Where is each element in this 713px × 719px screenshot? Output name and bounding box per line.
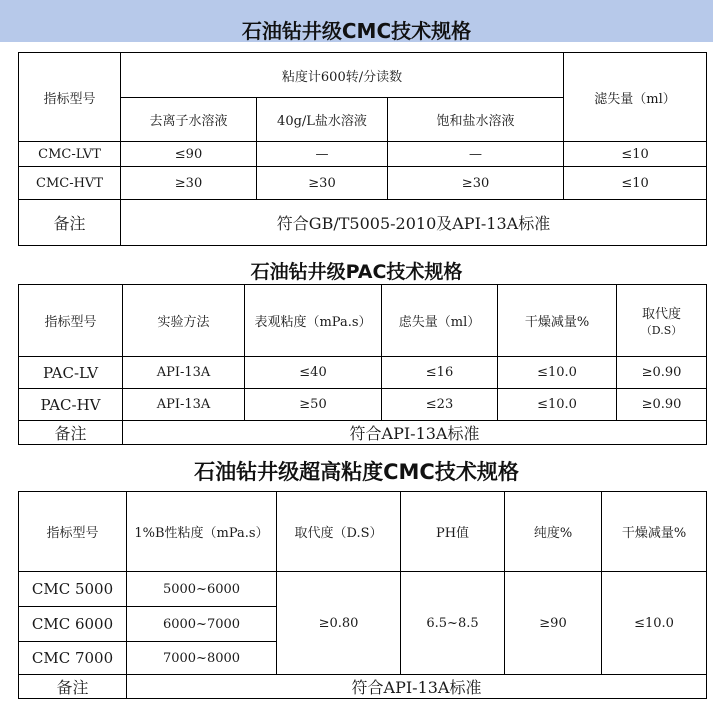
uhv-spec-table <box>18 491 707 699</box>
cmc-row-filtration: ≤10 <box>564 167 707 200</box>
pac-note-label: 备注 <box>19 421 123 445</box>
uhv-dry-loss-value: ≤10.0 <box>602 572 707 675</box>
pac-header-method: 实验方法 <box>123 285 245 357</box>
cmc-note-label: 备注 <box>19 200 121 246</box>
uhv-header-model: 指标型号 <box>19 492 127 572</box>
cmc-row-deionized: ≥30 <box>121 167 257 200</box>
pac-header-dry-loss: 干燥减量% <box>498 285 617 357</box>
pac-row-method: API-13A <box>123 389 245 421</box>
uhv-row-viscosity: 6000~7000 <box>127 607 277 642</box>
cmc-row-deionized: ≤90 <box>121 142 257 167</box>
cmc-spec-table <box>18 52 707 246</box>
pac-header-model: 指标型号 <box>19 285 123 357</box>
uhv-title: 石油钻井级超高粘度CMC技术规格 <box>194 460 519 484</box>
cmc-note-text: 符合GB/T5005-2010及API-13A标准 <box>121 200 707 246</box>
uhv-header-dry-loss: 干燥减量% <box>602 492 707 572</box>
pac-header-filtration: 虑失量（ml） <box>382 285 498 357</box>
cmc-header-salt40: 40g/L盐水溶液 <box>257 98 388 142</box>
cmc-header-filtration: 滤失量（ml） <box>564 53 707 142</box>
cmc-header-saturated: 饱和盐水溶液 <box>388 98 564 142</box>
pac-header-ds-line1: 取代度 <box>641 307 681 322</box>
pac-row-filtration: ≤16 <box>382 357 498 389</box>
cmc-header-model: 指标型号 <box>19 53 121 142</box>
table-row <box>19 357 707 389</box>
pac-row-viscosity: ≥50 <box>245 389 382 421</box>
table-row <box>19 389 707 421</box>
uhv-header-b-viscosity: 1%B性粘度（mPa.s） <box>127 492 277 572</box>
cmc-row-saturated: ≥30 <box>388 167 564 200</box>
uhv-ds-value: ≥0.80 <box>277 572 401 675</box>
table-row <box>19 167 707 200</box>
uhv-note-text: 符合API-13A标准 <box>127 675 707 699</box>
uhv-row-viscosity: 7000~8000 <box>127 642 277 675</box>
pac-header-ds <box>617 285 707 357</box>
table-row <box>19 572 707 607</box>
uhv-purity-value: ≥90 <box>505 572 602 675</box>
uhv-header-ph: PH值 <box>401 492 505 572</box>
cmc-row-model: CMC-HVT <box>19 167 121 200</box>
cmc-row-saturated: — <box>388 142 564 167</box>
uhv-row-model: CMC 7000 <box>19 642 127 675</box>
pac-row-dry-loss: ≤10.0 <box>498 357 617 389</box>
pac-header-viscosity: 表观粘度（mPa.s） <box>245 285 382 357</box>
uhv-ph-value: 6.5~8.5 <box>401 572 505 675</box>
uhv-row-model: CMC 5000 <box>19 572 127 607</box>
cmc-row-filtration: ≤10 <box>564 142 707 167</box>
uhv-header-purity: 纯度% <box>505 492 602 572</box>
table-row <box>19 142 707 167</box>
pac-spec-table <box>18 284 707 445</box>
pac-title: 石油钻井级PAC技术规格 <box>250 261 463 283</box>
pac-row-dry-loss: ≤10.0 <box>498 389 617 421</box>
uhv-row-model: CMC 6000 <box>19 607 127 642</box>
cmc-row-salt40: ≥30 <box>257 167 388 200</box>
cmc-header-viscosity: 粘度计600转/分读数 <box>121 53 564 98</box>
pac-row-ds: ≥0.90 <box>617 389 707 421</box>
uhv-header-ds: 取代度（D.S） <box>277 492 401 572</box>
uhv-row-viscosity: 5000~6000 <box>127 572 277 607</box>
pac-header-ds-line2: （D.S） <box>640 324 683 337</box>
cmc-header-deionized: 去离子水溶液 <box>121 98 257 142</box>
pac-row-model: PAC-LV <box>19 357 123 389</box>
uhv-note-label: 备注 <box>19 675 127 699</box>
pac-row-ds: ≥0.90 <box>617 357 707 389</box>
pac-row-filtration: ≤23 <box>382 389 498 421</box>
pac-row-viscosity: ≤40 <box>245 357 382 389</box>
cmc-row-model: CMC-LVT <box>19 142 121 167</box>
cmc-row-salt40: — <box>257 142 388 167</box>
cmc-title: 石油钻井级CMC技术规格 <box>241 19 472 43</box>
pac-row-method: API-13A <box>123 357 245 389</box>
pac-row-model: PAC-HV <box>19 389 123 421</box>
pac-note-text: 符合API-13A标准 <box>123 421 707 445</box>
